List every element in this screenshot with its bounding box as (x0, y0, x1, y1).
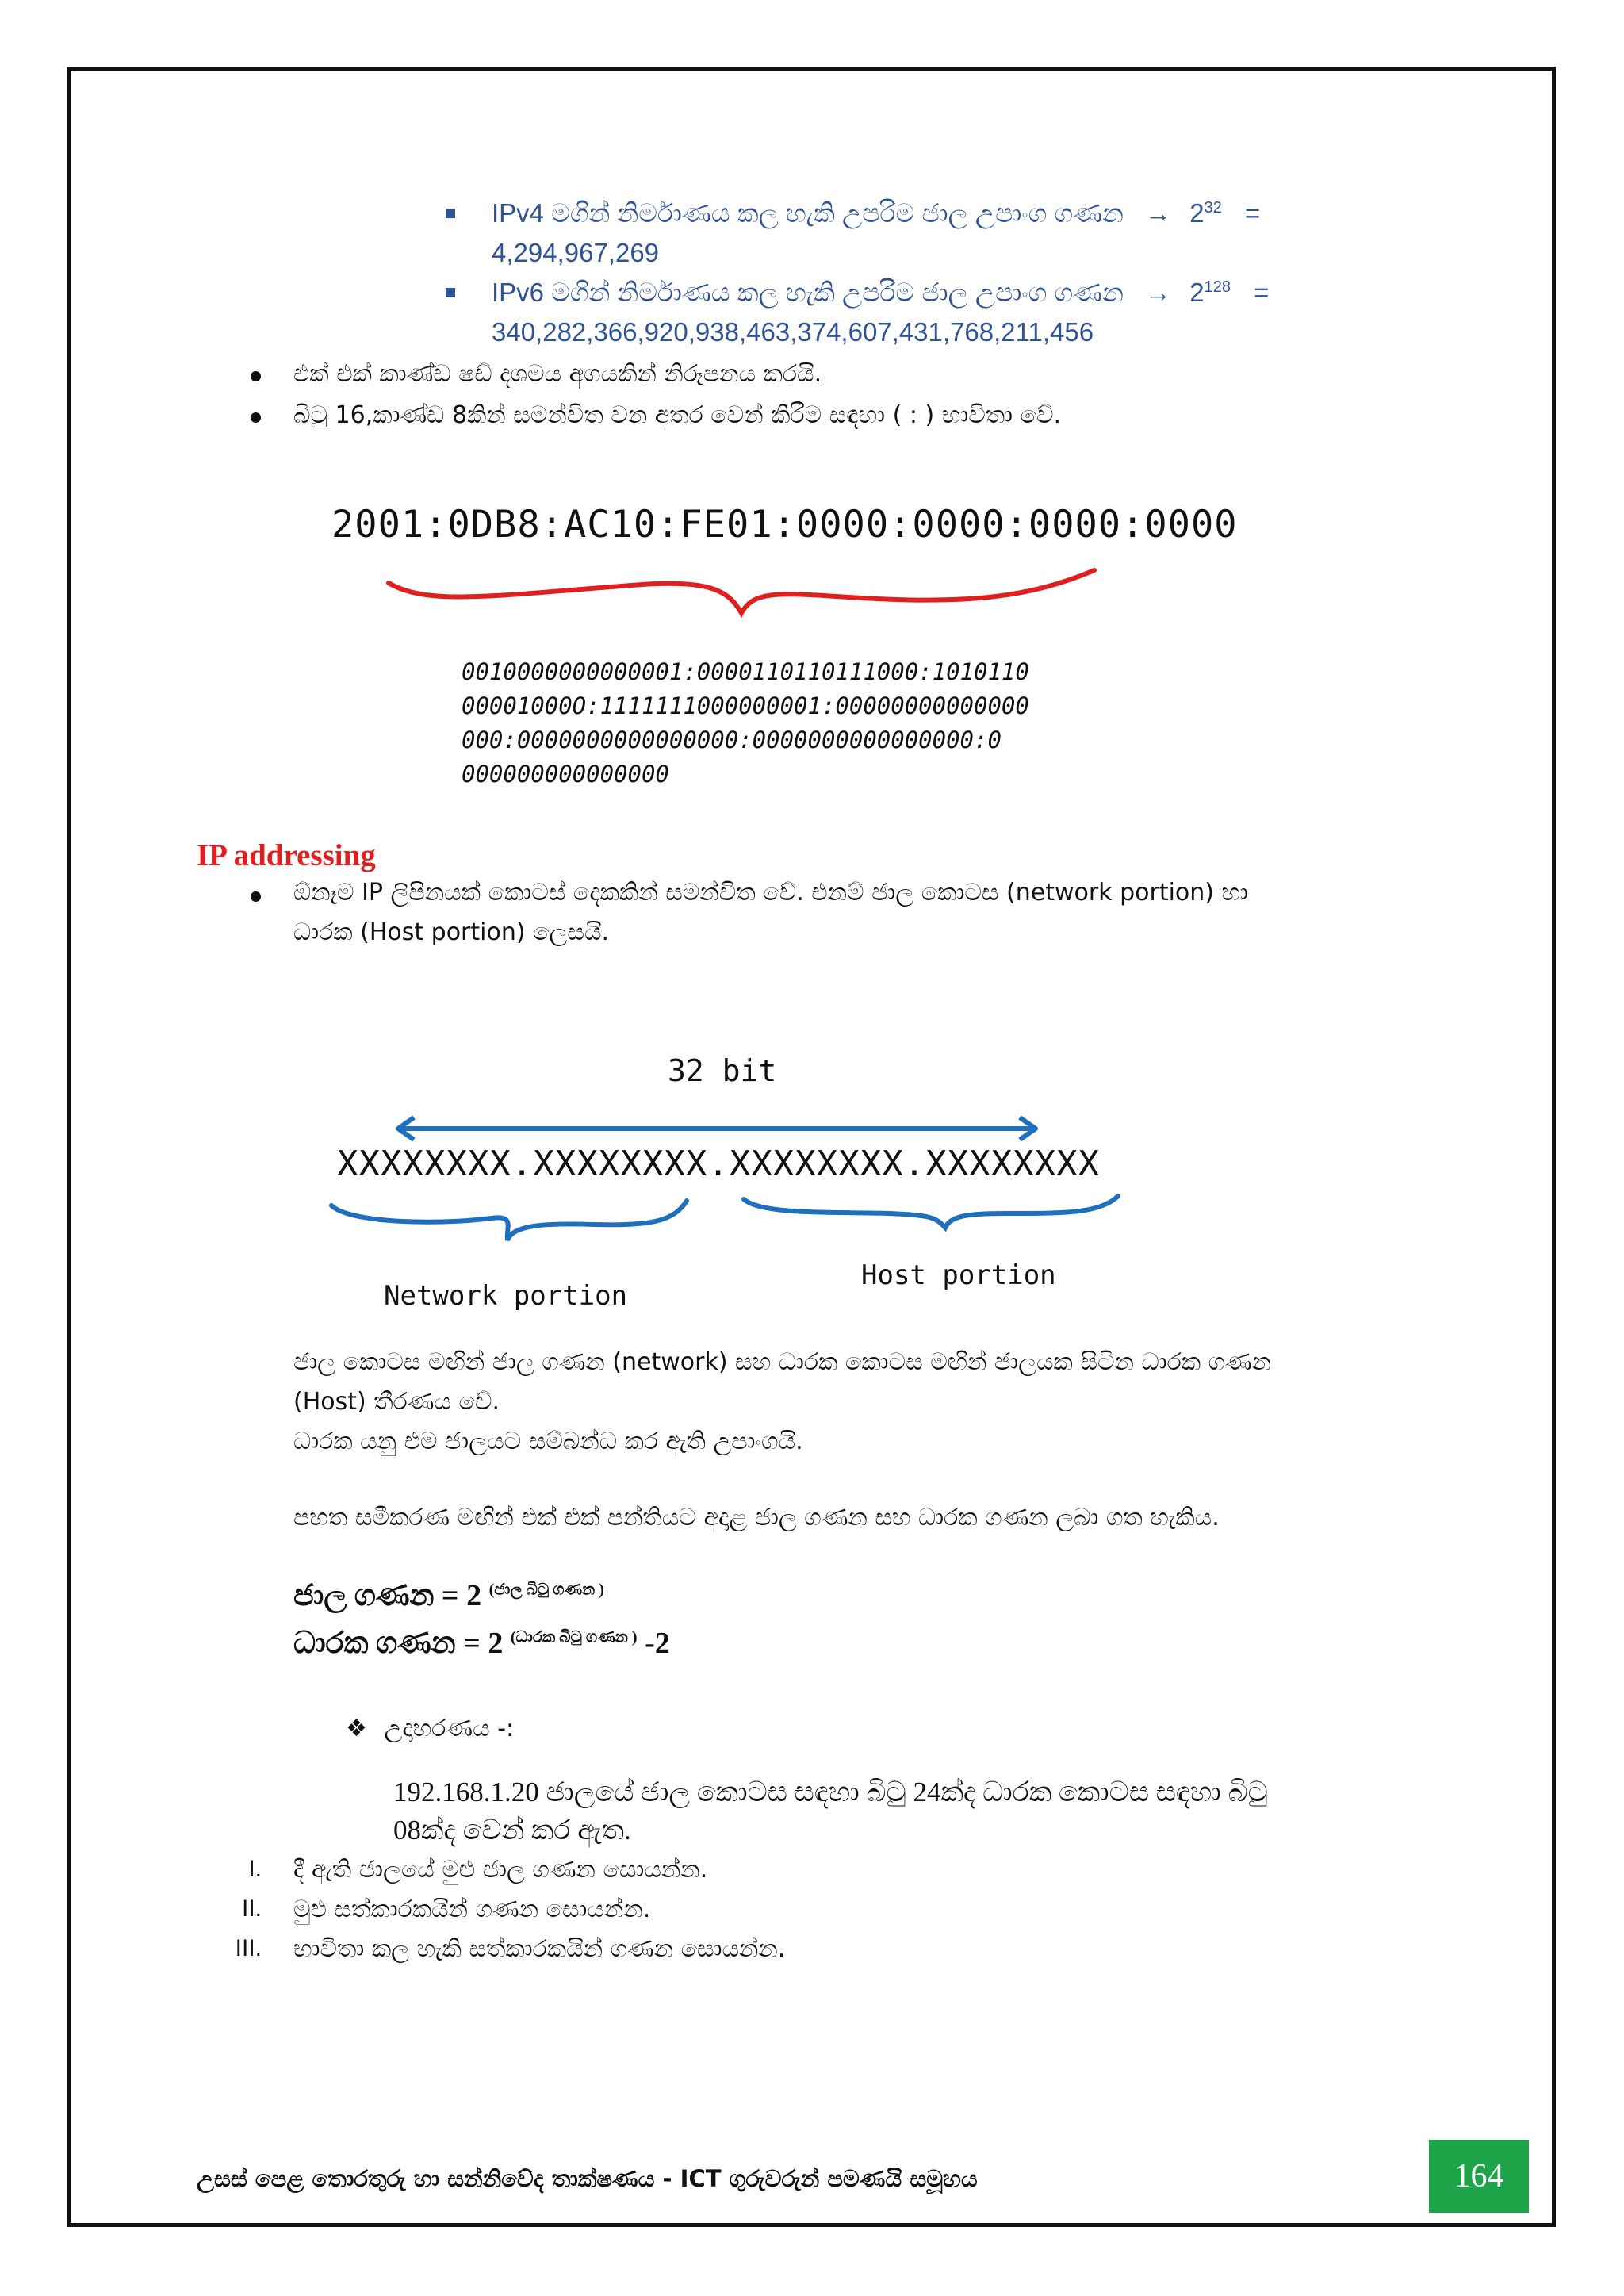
paragraph-line-2: (Host) තීරණය වේ. (293, 1388, 500, 1416)
binary-line-4: 000000000000000 (462, 761, 669, 788)
formula-exponent: (ධාරක බිටු ගණන ) (510, 1628, 638, 1646)
question-number: I. (248, 1856, 262, 1882)
bullet-dot-icon (251, 371, 261, 381)
question-number: II. (241, 1895, 262, 1922)
binary-line-1: 0010000000000001:0000110110111000:1010110 (462, 658, 1029, 685)
equals-sign: = (1245, 198, 1261, 228)
square-bullet-icon (446, 288, 455, 297)
binary-line-3: 000:0000000000000000:0000000000000000:0 (462, 726, 1002, 753)
ipv6-exponent: 128 (1204, 278, 1231, 296)
paragraph-line-3: ධාරක යනු එම ජාලයට සම්බන්ධ කර ඇති උපාංගයි. (293, 1428, 803, 1455)
host-count-formula (293, 1626, 670, 1661)
example-label (346, 1715, 514, 1742)
bullet-hex-groups: එක් එක් කාණ්ඩ ෂඩ් දශමය අගයකින් නිරූපනය කරයි. (293, 360, 822, 388)
equals-sign: = (1254, 278, 1270, 307)
footer-text: උසස් පෙළ තොරතුරු හා සන්නිවේද තාක්ෂණය - ICT ගුරුවරුන් පමණයි සමූහය (197, 2165, 978, 2192)
paragraph-line-4: පහත සමීකරණ මඟින් එක් එක් පන්තියට අදාළ ජාල ගණන සහ ධාරක ගණන ලබා ගත හැකිය. (293, 1504, 1220, 1531)
bit-label: 32 bit (668, 1053, 777, 1088)
ipv4-placeholder-address: XXXXXXXX.XXXXXXXX.XXXXXXXX.XXXXXXXX (337, 1144, 1101, 1184)
host-portion-label: Host portion (861, 1259, 1056, 1291)
question-text: මුළු සත්කාරකයින් ගණන සොයන්න. (293, 1895, 651, 1923)
ip-bullet-line-1: ඕනෑම IP ලිපිනයක් කොටස් දෙකකින් සමන්විත වේ. එනම් ජාල කොටස (network portion) හා (293, 879, 1249, 907)
ip-bullet-line-2: ධාරක (Host portion) ලෙසයි. (293, 918, 610, 946)
question-number: III. (235, 1935, 262, 1961)
bullet-dot-icon (251, 412, 261, 423)
formula-lhs: ජාල ගණන = 2 (293, 1579, 482, 1612)
ipv6-count: 340,282,366,920,938,463,374,607,431,768,211,456 (492, 317, 1094, 347)
question-text: දී ඇති ජාලයේ මුළු ජාල ගණන සොයන්න. (293, 1856, 708, 1884)
ipv6-address: 2001:0DB8:AC10:FE01:0000:0000:0000:0000 (331, 503, 1238, 546)
example-text: උදාහරණය -: (384, 1715, 515, 1742)
arrow-right-icon: → (1145, 198, 1172, 228)
square-bullet-icon (446, 209, 455, 218)
ipv4-text: IPv4 මගින් නිර්මාණය කල හැකි උපරිම ජාල උපාංග ගණන (492, 198, 1124, 228)
red-brace (381, 559, 1102, 623)
binary-line-2: 00001000O:1111111000000001:00000000000000 (462, 692, 1029, 719)
formula-lhs: ධාරක ගණන = 2 (293, 1627, 504, 1660)
blue-braces (325, 1190, 1126, 1253)
section-heading: IP addressing (197, 838, 376, 872)
ipv4-exponent: 32 (1204, 199, 1222, 217)
formula-exponent: (ජාල බිටු ගණන ) (488, 1581, 604, 1599)
ipv6-text: IPv6 මගින් නිර්මාණය කල හැකි උපරිම ජාල උපාංග ගණන (492, 278, 1124, 307)
bullet-16bit-groups: බිටු 16,කාණ්ඩ 8කින් සමන්විත වන අතර වෙන් කිරීම සඳහා ( : ) භාවිතා වේ. (293, 401, 1062, 429)
network-count-formula (293, 1578, 604, 1613)
diamond-bullet-icon: ❖ (346, 1715, 367, 1742)
example-line-2: 08ක්ද වෙන් කර ඇත. (393, 1815, 631, 1846)
ipv6-base: 2 (1189, 278, 1205, 307)
network-portion-label: Network portion (384, 1280, 628, 1312)
page-number: 164 (1429, 2140, 1529, 2213)
ipv4-line (492, 198, 1260, 229)
ipv4-base: 2 (1189, 198, 1205, 228)
ipv4-count: 4,294,967,269 (492, 238, 660, 267)
example-line-1: 192.168.1.20 ජාලයේ ජාල කොටස සඳහා බිටු 24ක්ද ධාරක කොටස සඳහා බිටු (393, 1777, 1268, 1807)
arrow-right-icon: → (1145, 278, 1172, 307)
bullet-dot-icon (251, 891, 261, 902)
formula-tail: -2 (645, 1627, 670, 1660)
ipv6-line (492, 278, 1269, 309)
question-text: භාවිතා කල හැකි සත්කාරකයින් ගණන සොයන්න. (293, 1935, 786, 1963)
double-arrow (389, 1114, 1047, 1146)
paragraph-line-1: ජාල කොටස මඟින් ජාල ගණන (network) සහ ධාරක කොටස මඟින් ජාලයක සිටින ධාරක ගණන (293, 1348, 1272, 1376)
